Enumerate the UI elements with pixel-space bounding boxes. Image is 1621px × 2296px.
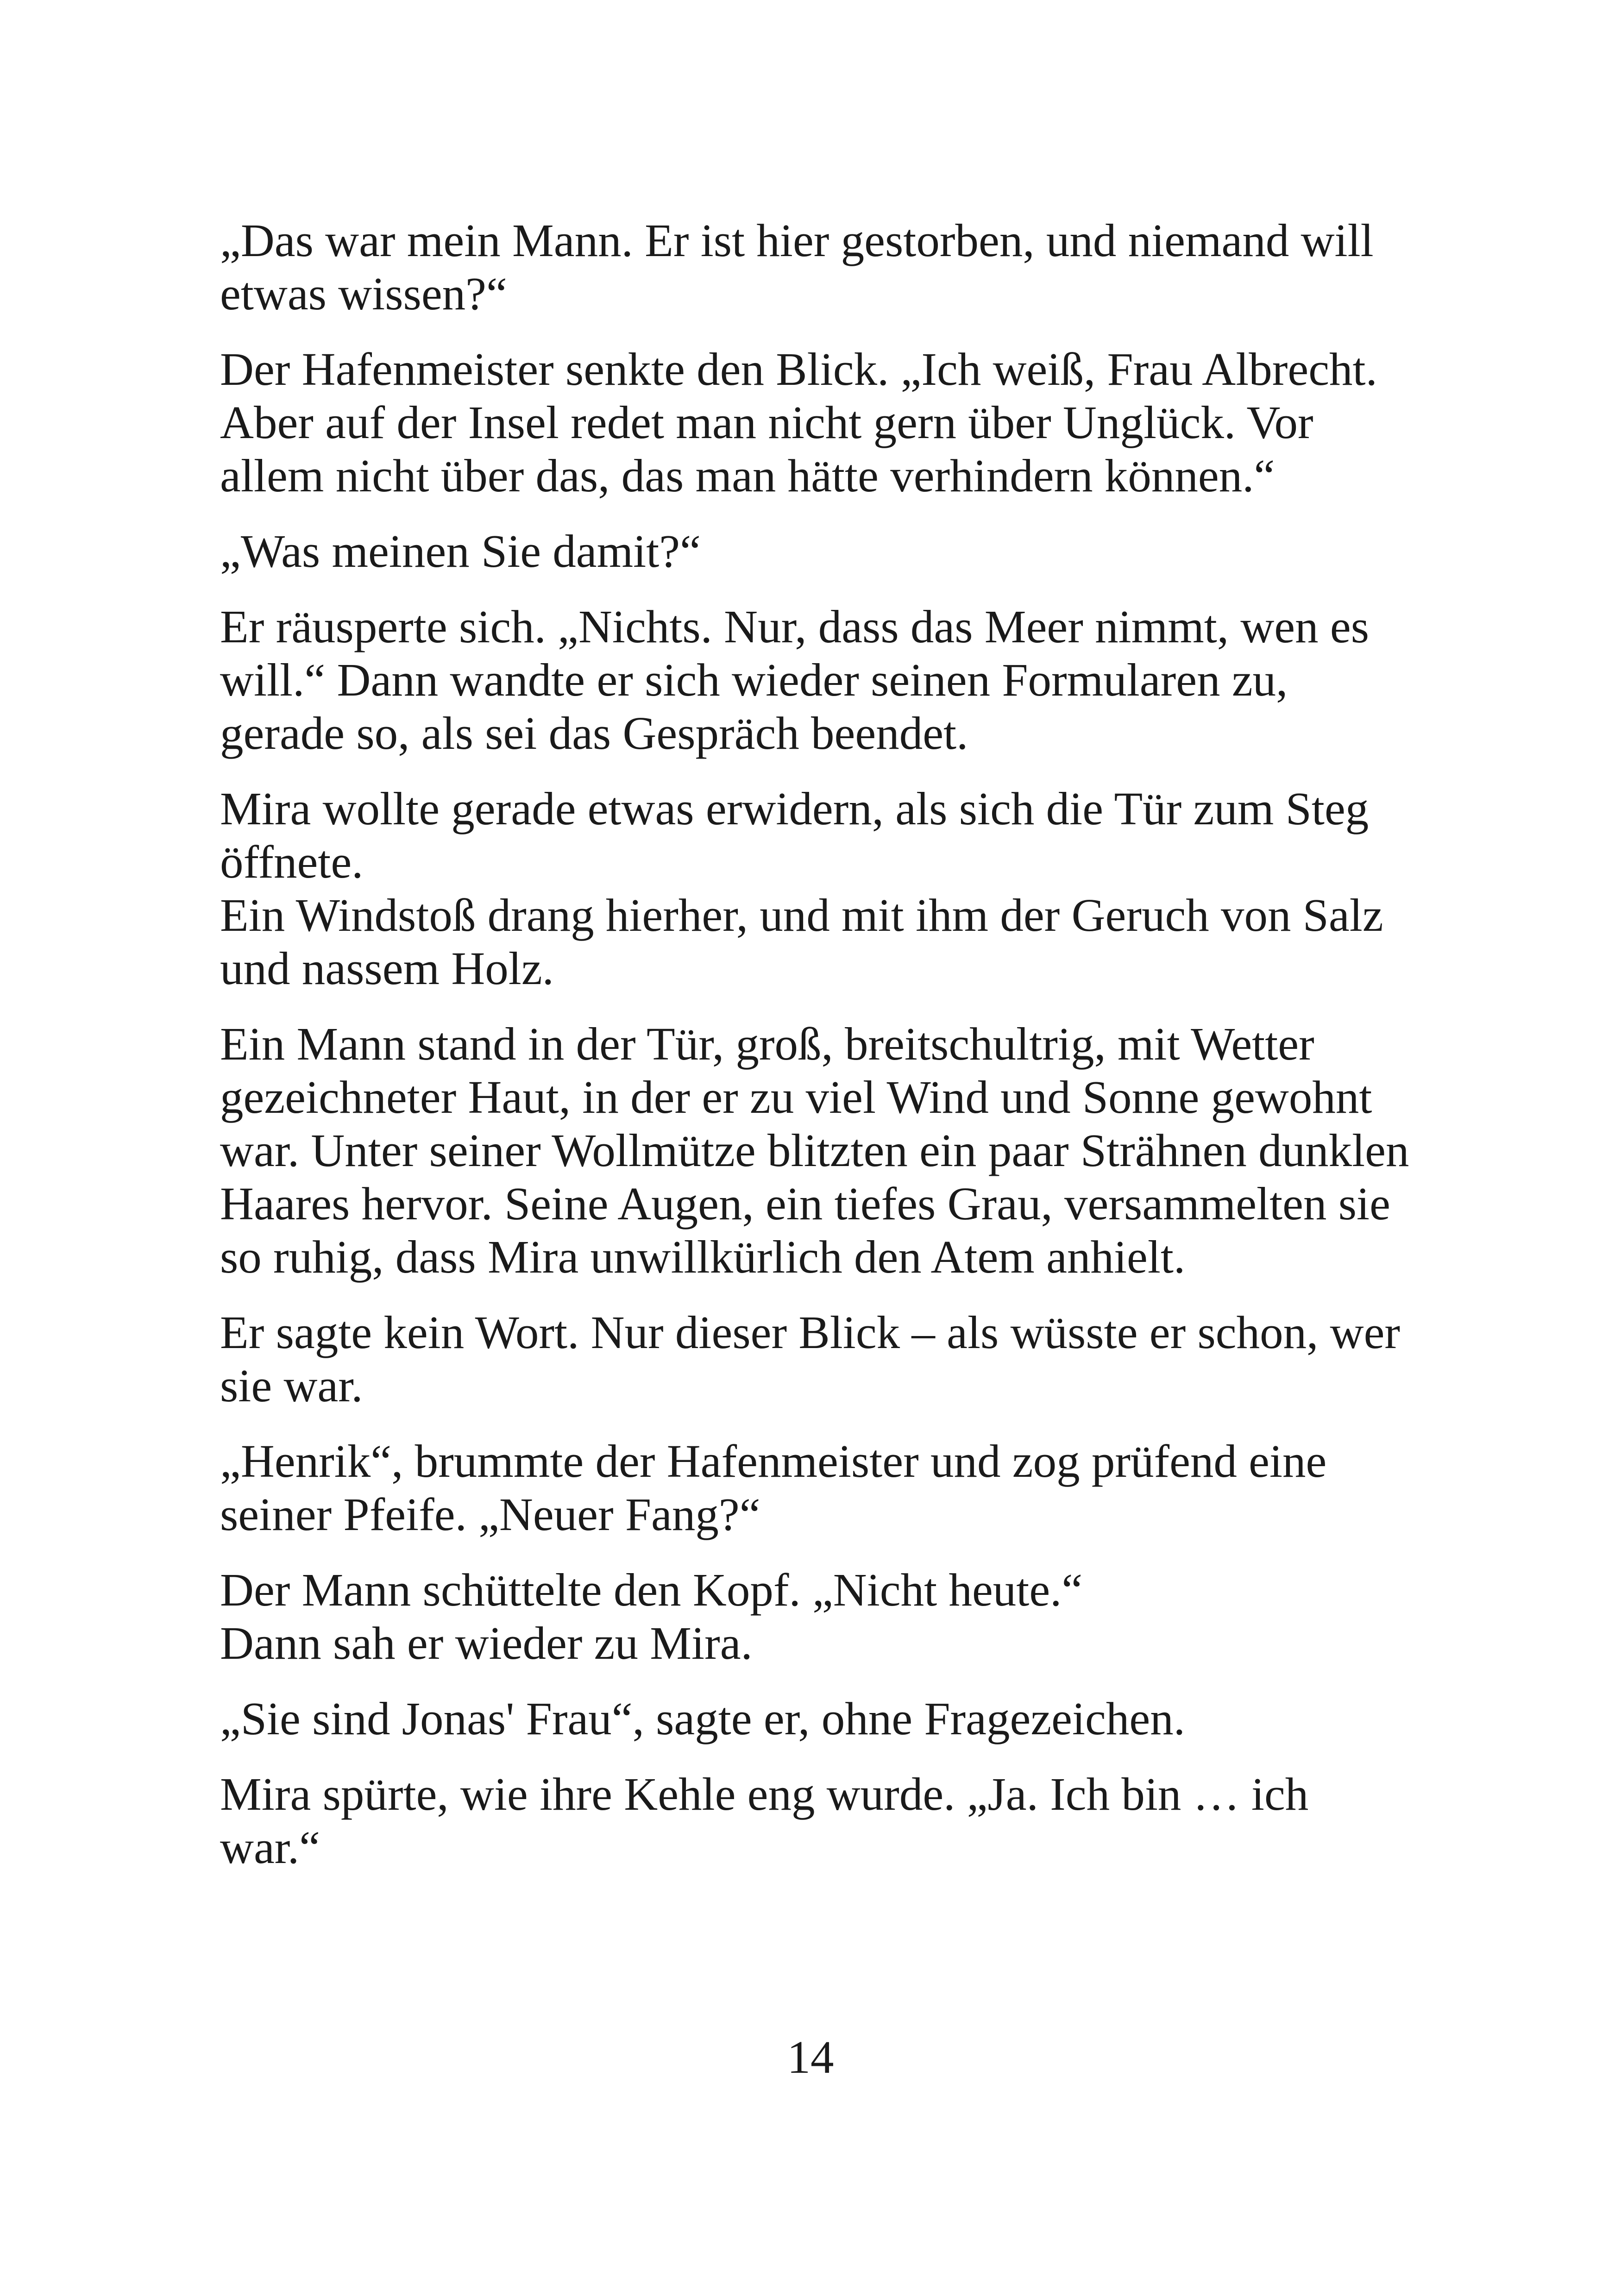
paragraph: Der Mann schüttelte den Kopf. „Nicht heute.“ Dann sah er wieder zu Mira.: [220, 1564, 1083, 1669]
paragraph: Mira wollte gerade etwas erwidern, als sich die Tür zum Steg öffnete. Ein Windstoß drang hierher, und mit ihm der Geruch von Salz und nassem Holz.: [220, 783, 1383, 994]
paragraph: „Was meinen Sie damit?“: [220, 525, 701, 577]
body-text: [220, 214, 1424, 1896]
paragraph: „Das war mein Mann. Er ist hier gestorben, und niemand will etwas wissen?“: [220, 214, 1374, 320]
paragraph: Ein Mann stand in der Tür, groß, breitschultrig, mit Wetter gezeichneter Haut, in der er zu viel Wind und Sonne gewohnt war. Unter seiner Wollmütze blitzten ein paar Strähnen dunklen Haares hervor. Seine Augen, ein tiefes Grau, versammelten sie so ruhig, dass Mira unwillkürlich den Atem anhielt.: [220, 1018, 1409, 1283]
paragraph: Der Hafenmeister senkte den Blick. „Ich weiß, Frau Albrecht. Aber auf der Insel redet man nicht gern über Unglück. Vor allem nicht über das, das man hätte verhindern können.“: [220, 343, 1377, 502]
paragraph: Mira spürte, wie ihre Kehle eng wurde. „Ja. Ich bin … ich war.“: [220, 1768, 1309, 1873]
page-number: 14: [787, 2031, 834, 2083]
paragraph: Er räusperte sich. „Nichts. Nur, dass das Meer nimmt, wen es will.“ Dann wandte er sich wieder seinen Formularen zu, gerade so, als sei das Gespräch beendet.: [220, 601, 1370, 759]
paragraph: „Henrik“, brummte der Hafenmeister und zog prüfend eine seiner Pfeife. „Neuer Fang?“: [220, 1435, 1327, 1540]
paragraph: Er sagte kein Wort. Nur dieser Blick – als wüsste er schon, wer sie war.: [220, 1306, 1401, 1411]
paragraph: „Sie sind Jonas' Frau“, sagte er, ohne Fragezeichen.: [220, 1693, 1185, 1744]
